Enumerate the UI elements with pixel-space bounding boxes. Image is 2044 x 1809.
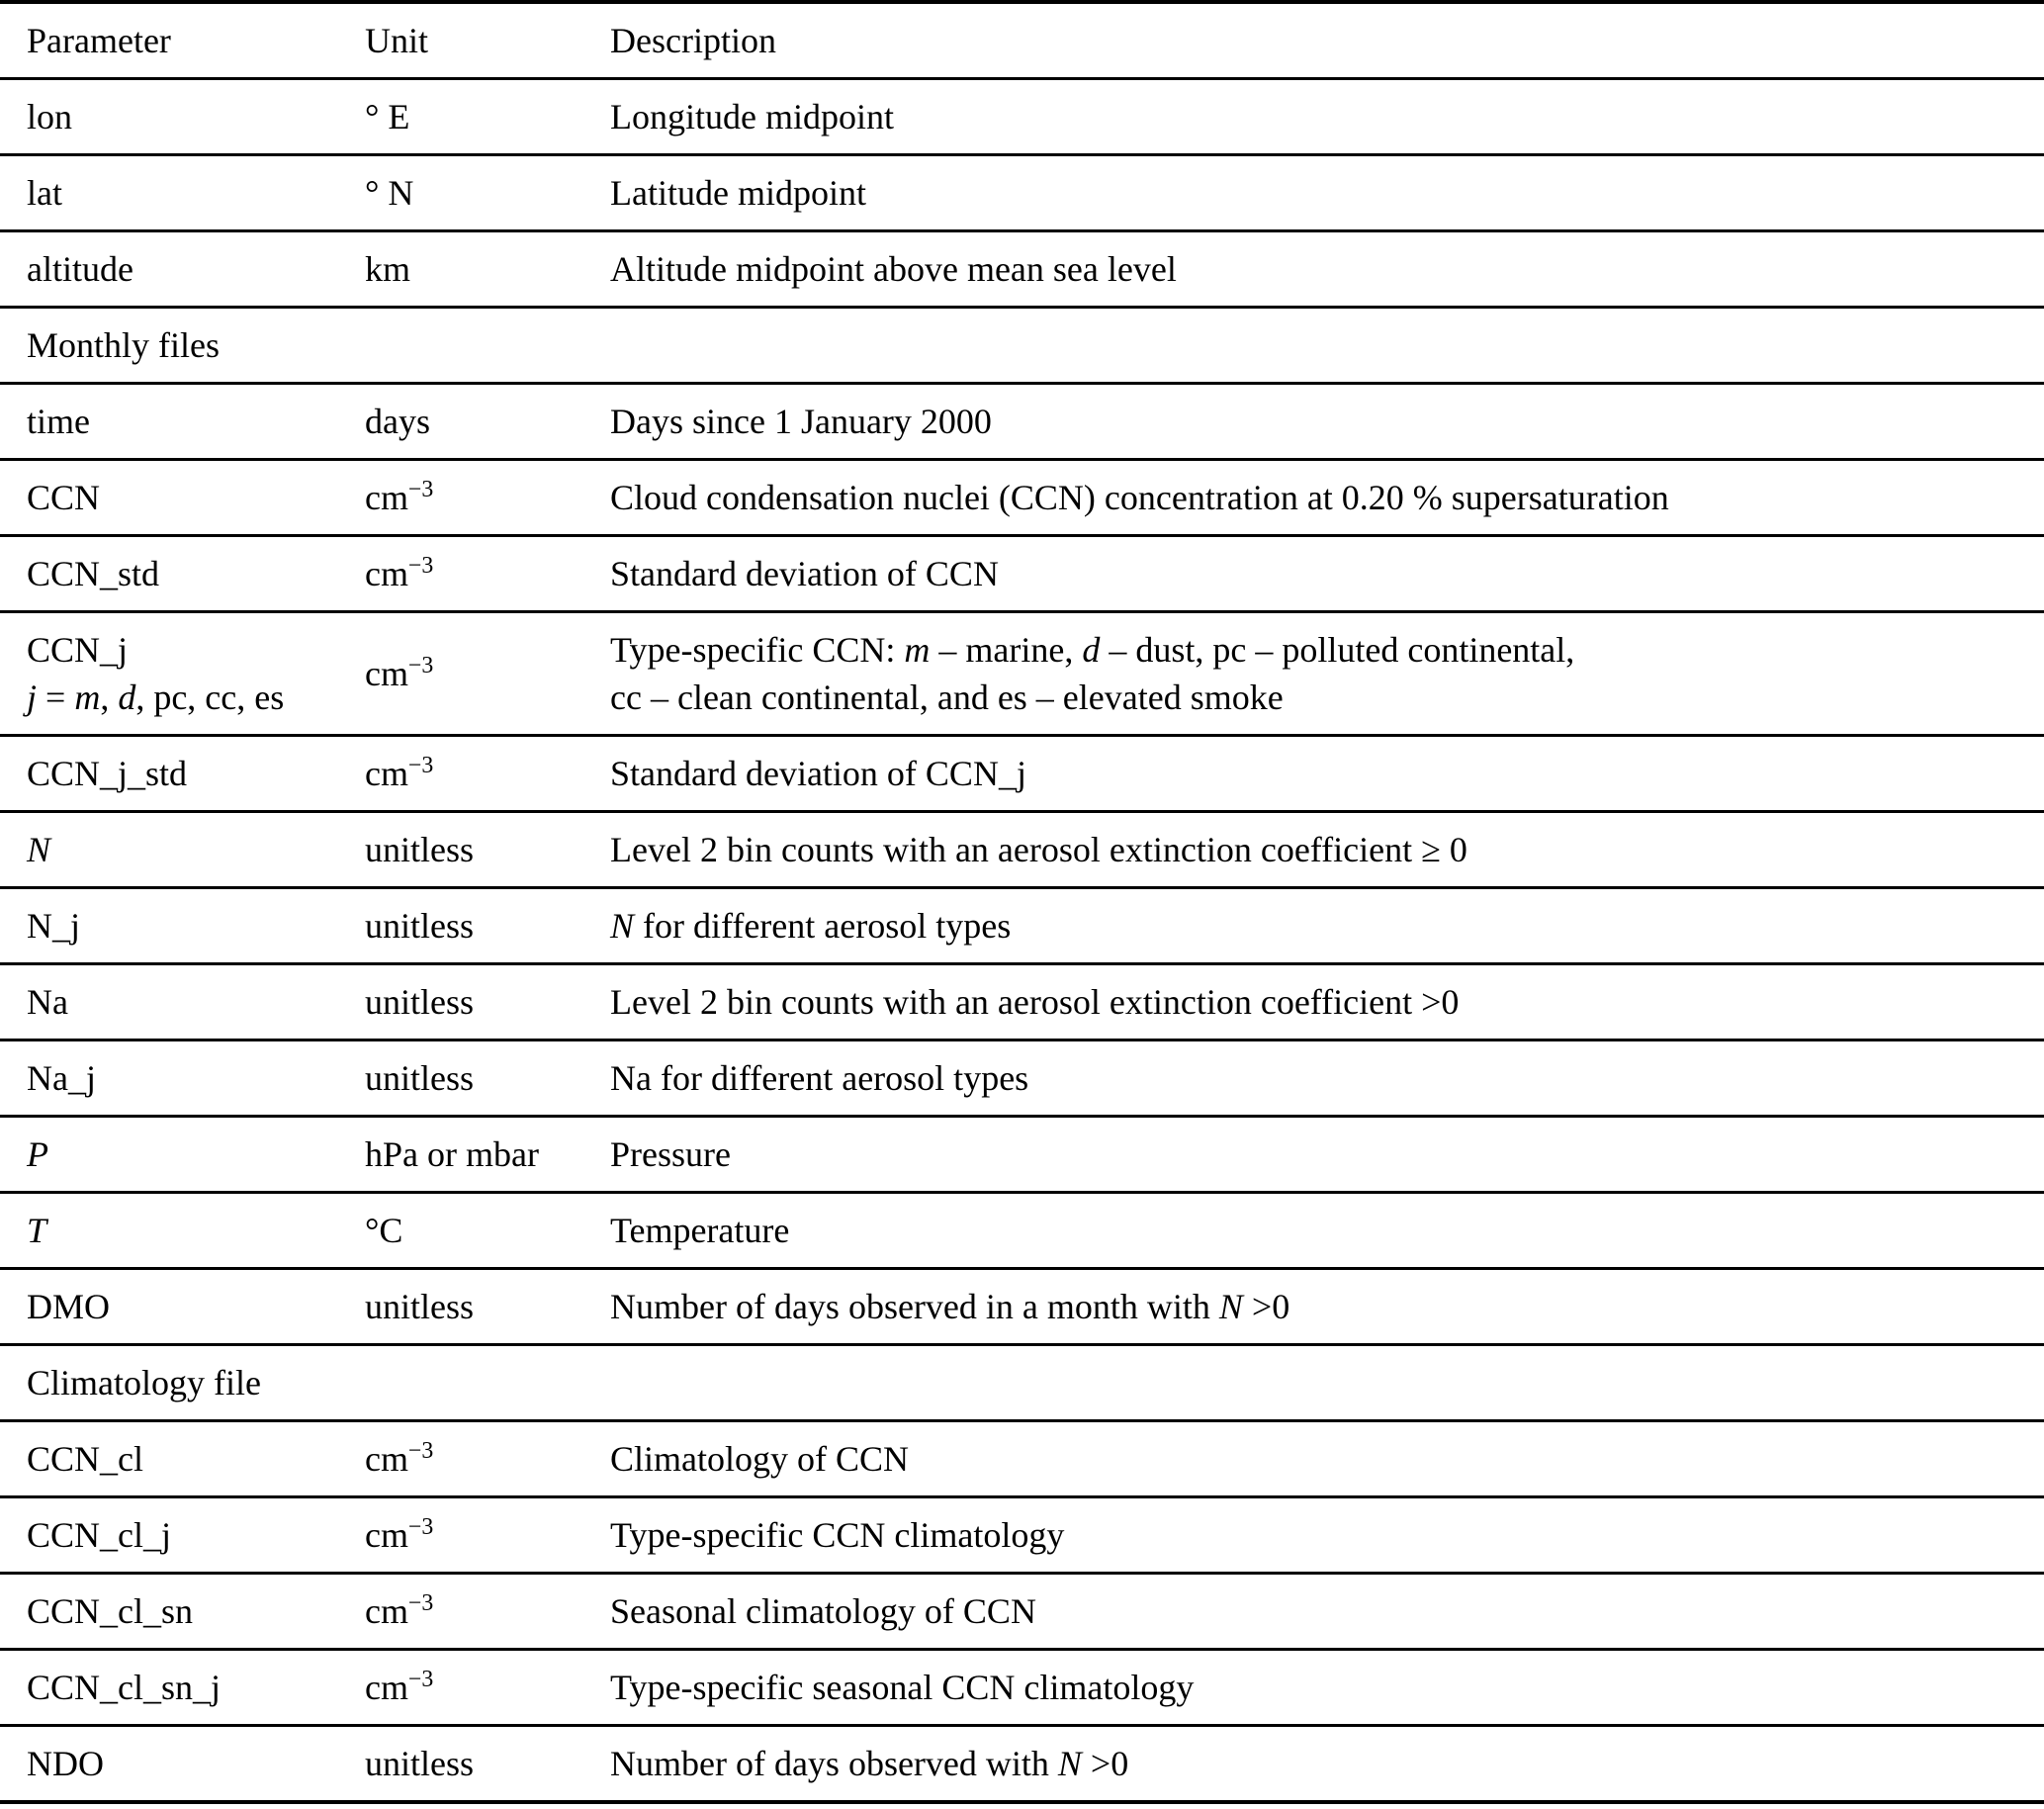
- table-row: [0, 1650, 2044, 1726]
- description-cell: Latitude midpoint: [610, 155, 2044, 231]
- description-cell: Level 2 bin counts with an aerosol extinction coefficient >0: [610, 964, 2044, 1040]
- table-row: [0, 1040, 2044, 1117]
- table-row: [0, 1574, 2044, 1650]
- description-cell: Standard deviation of CCN_j: [610, 736, 2044, 812]
- table-row: [0, 231, 2044, 308]
- parameter-cell: lon: [0, 79, 365, 155]
- header-row: [0, 2, 2044, 79]
- unit-cell: $cm^{-3}$: [365, 1497, 610, 1574]
- parameter-cell: NDO: [0, 1726, 365, 1803]
- column-header-description: Description: [610, 2, 2044, 79]
- description-cell: Cloud condensation nuclei (CCN) concentration at 0.20 % supersaturation: [610, 460, 2044, 536]
- description-cell: N for different aerosol types: [610, 888, 2044, 964]
- unit-cell: $cm^{-3}$: [365, 536, 610, 612]
- unit-cell: unitless: [365, 1040, 610, 1117]
- unit-cell: unitless: [365, 812, 610, 888]
- table-row: [0, 384, 2044, 460]
- parameter-cell: altitude: [0, 231, 365, 308]
- unit-cell: ° N: [365, 155, 610, 231]
- parameter-cell: Na: [0, 964, 365, 1040]
- section-label: Climatology file: [0, 1345, 2044, 1421]
- parameter-cell: P: [0, 1117, 365, 1193]
- description-cell: Type-specific seasonal CCN climatology: [610, 1650, 2044, 1726]
- unit-cell: unitless: [365, 888, 610, 964]
- unit-cell: $cm^{-3}$: [365, 612, 610, 736]
- unit-cell: unitless: [365, 1726, 610, 1803]
- description-cell: Longitude midpoint: [610, 79, 2044, 155]
- description-cell: Seasonal climatology of CCN: [610, 1574, 2044, 1650]
- description-cell: Standard deviation of CCN: [610, 536, 2044, 612]
- parameter-cell: CCN_j j = m, d, pc, cc, es: [0, 612, 365, 736]
- table-row: [0, 612, 2044, 736]
- unit-cell: $cm^{-3}$: [365, 1574, 610, 1650]
- description-cell: Pressure: [610, 1117, 2044, 1193]
- description-cell: Level 2 bin counts with an aerosol extinction coefficient ≥ 0: [610, 812, 2044, 888]
- unit-cell: unitless: [365, 964, 610, 1040]
- parameter-cell: CCN_cl_sn: [0, 1574, 365, 1650]
- description-cell: Type-specific CCN: m – marine, d – dust, pc – polluted continental, cc – clean continental, and es – elevated smoke: [610, 612, 2044, 736]
- unit-cell: $cm^{-3}$: [365, 1421, 610, 1497]
- unit-cell: days: [365, 384, 610, 460]
- table-row: [0, 888, 2044, 964]
- parameter-cell: N: [0, 812, 365, 888]
- description-cell: Altitude midpoint above mean sea level: [610, 231, 2044, 308]
- parameter-cell: Na_j: [0, 1040, 365, 1117]
- parameter-cell: time: [0, 384, 365, 460]
- parameter-cell: CCN_cl_sn_j: [0, 1650, 365, 1726]
- description-cell: Type-specific CCN climatology: [610, 1497, 2044, 1574]
- table-row: [0, 155, 2044, 231]
- table-row: [0, 1726, 2044, 1803]
- section-label: Monthly files: [0, 308, 2044, 384]
- parameter-cell: N_j: [0, 888, 365, 964]
- parameter-cell: T: [0, 1193, 365, 1269]
- table-row: [0, 460, 2044, 536]
- description-cell: Na for different aerosol types: [610, 1040, 2044, 1117]
- description-cell: Days since 1 January 2000: [610, 384, 2044, 460]
- section-row: [0, 308, 2044, 384]
- table-row: [0, 964, 2044, 1040]
- description-cell: Temperature: [610, 1193, 2044, 1269]
- parameter-cell: CCN_cl: [0, 1421, 365, 1497]
- table-row: [0, 536, 2044, 612]
- parameter-cell: CCN_std: [0, 536, 365, 612]
- unit-cell: km: [365, 231, 610, 308]
- description-cell: Number of days observed in a month with N >0: [610, 1269, 2044, 1345]
- table-row: [0, 736, 2044, 812]
- table-row: [0, 812, 2044, 888]
- table-row: [0, 1193, 2044, 1269]
- unit-cell: $cm^{-3}$: [365, 736, 610, 812]
- parameter-cell: CCN_j_std: [0, 736, 365, 812]
- unit-cell: °C: [365, 1193, 610, 1269]
- parameter-cell: CCN_cl_j: [0, 1497, 365, 1574]
- parameter-cell: DMO: [0, 1269, 365, 1345]
- column-header-parameter: Parameter: [0, 2, 365, 79]
- description-cell: Climatology of CCN: [610, 1421, 2044, 1497]
- table-row: [0, 1269, 2044, 1345]
- table-row: [0, 1117, 2044, 1193]
- description-cell: Number of days observed with N >0: [610, 1726, 2044, 1803]
- table-row: [0, 1497, 2044, 1574]
- table-row: [0, 1421, 2044, 1497]
- column-header-unit: Unit: [365, 2, 610, 79]
- unit-cell: hPa or mbar: [365, 1117, 610, 1193]
- section-row: [0, 1345, 2044, 1421]
- unit-cell: $cm^{-3}$: [365, 1650, 610, 1726]
- table-body: [0, 79, 2044, 1803]
- parameter-cell: CCN: [0, 460, 365, 536]
- table-row: [0, 79, 2044, 155]
- unit-cell: unitless: [365, 1269, 610, 1345]
- unit-cell: $cm^{-3}$: [365, 460, 610, 536]
- parameter-cell: lat: [0, 155, 365, 231]
- unit-cell: ° E: [365, 79, 610, 155]
